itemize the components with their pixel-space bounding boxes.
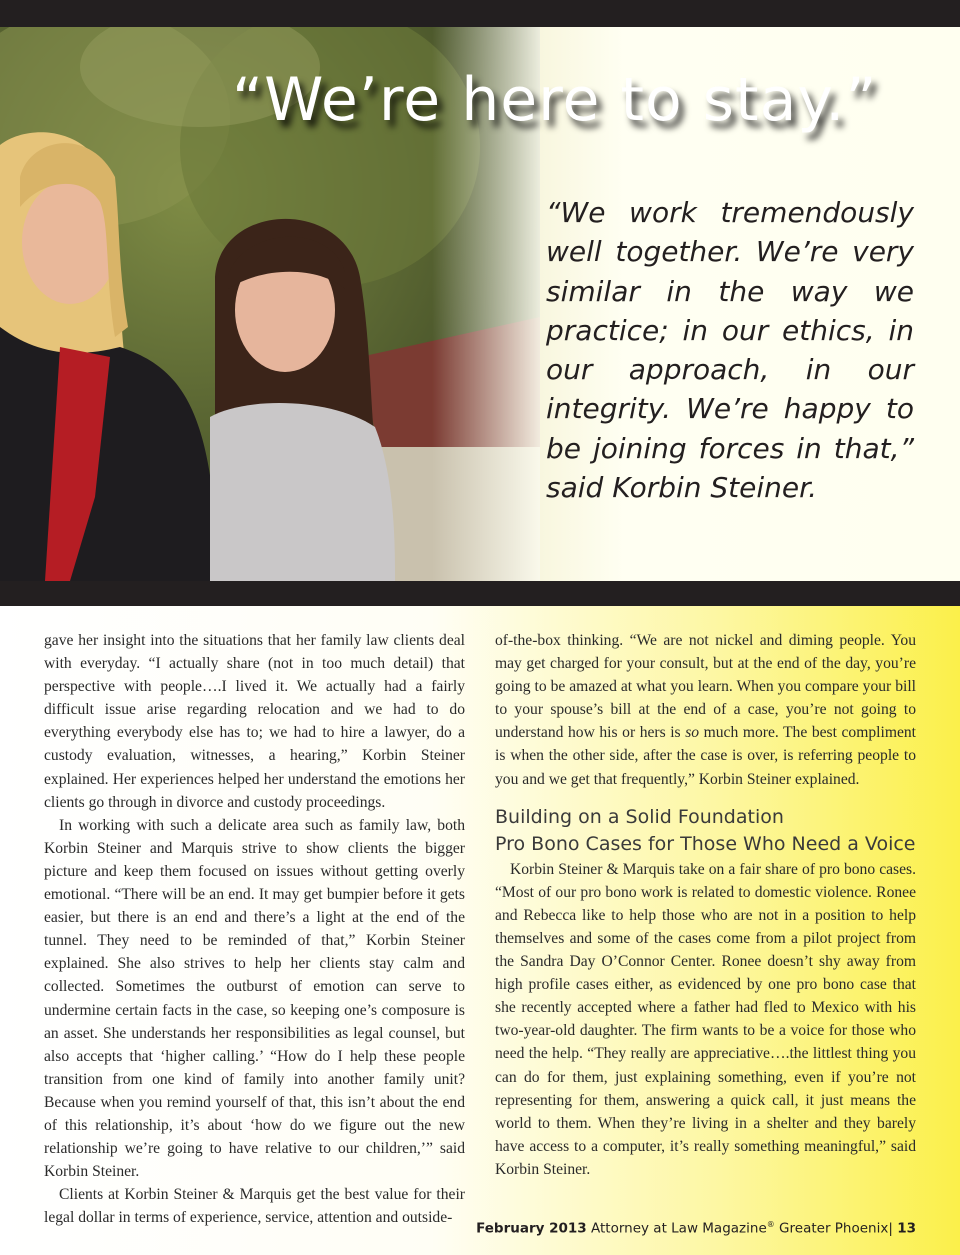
page-number: 13 [897, 1220, 916, 1237]
paragraph-text: much more. The best compliment is when the other side, after the case is over, is referring people to you and we get that frequently,” Korbin Steiner explained. [495, 724, 916, 788]
paragraph-text: of-the-box thinking. “We are not nickel and diming people. You may get charged for your consult, but at the end of the day, you’re going to be amazed at what you learn. When you compare your bill to your spouse’s bill at the end of a case, you’re not going to understand how his or hers is [495, 632, 916, 742]
issue-date: February 2013 [476, 1220, 587, 1237]
page-footer [0, 1220, 916, 1237]
section-heading: Pro Bono Cases for Those Who Need a Voice [495, 832, 916, 855]
paragraph: Korbin Steiner & Marquis take on a fair share of pro bono cases. “Most of our pro bono work is related to domestic violence. Ronee and Rebecca like to help those who are not in a position to help themselves and some of the cases come from a pilot project from the Sandra Day O’Connor Center. Ronee doesn’t shy away from high profile cases either, as evidenced by one pro bono case that she recently accepted where a father had fled to Mexico with his two-year-old daughter. The firm wants to be a voice for those who need the help. “They really are appreciative….the littlest thing you can do for them, just explaining something, even if you’re not representing for them, answering a quick call, it just means the world to them. When they’re living in a shelter and they barely have access to a computer, it’s really something meaningful,” said Korbin Steiner. [495, 860, 916, 1178]
article-headline: “We’re here to stay.” [232, 65, 878, 135]
paragraph: Clients at Korbin Steiner & Marquis get the best value for their legal dollar in terms of experience, service, attention and outside- [44, 1186, 465, 1227]
footer-separator: | [888, 1220, 893, 1237]
article-column-left [44, 629, 465, 1229]
edition-name: Greater Phoenix [779, 1220, 889, 1237]
section-heading: Building on a Solid Foundation [495, 805, 784, 828]
middle-black-band [0, 581, 960, 606]
article-column-right [495, 629, 916, 1181]
top-black-band [0, 0, 960, 27]
pull-quote: “We work tremendously well together. We’re very similar in the way we practice; in our ethics, in our approach, in our integrity. We’re happy to be joining forces in that,” said Korbin Steiner. [546, 196, 914, 505]
registered-mark: ® [766, 1220, 775, 1229]
paragraph: In working with such a delicate area such as family law, both Korbin Steiner and Marquis strive to show clients the bigger picture and keep them focused on issues without getting overly emotional. “There will be an end. It may get bumpier before it gets easier, but there is an end and there’s a light at the end of the tunnel. They need to be reminded of that,” Korbin Steiner explained. She also strives to help her clients stay calm and collected. Sometimes the outburst of emotion can serve to undermine certain facts in the case, so keeping one’s composure is an asset. She understands her responsibilities as legal counsel, but also accepts that ‘higher calling.’ “How do I help these people transition from one kind of family into another family unit? Because when you remind yourself of that, this isn’t about the end of this relationship, it’s about ‘how do we figure out the new relationship we’re going to have relative to our children,’” said Korbin Steiner. [44, 816, 465, 1181]
magazine-name: Attorney at Law Magazine [591, 1220, 767, 1237]
paragraph [495, 629, 916, 791]
emphasis-text: so [685, 724, 700, 742]
hero-banner [0, 27, 960, 581]
paragraph: gave her insight into the situations that her family law clients deal with everyday. “I actually share (not in too much detail) that perspective with people….I lived it. We actually had a fairly difficult issue arise regarding relocation and we had to do everything everybody else has to; we had to hire a lawyer, do a custody evaluation, witnesses, a hearing,” Korbin Steiner explained. Her experiences helped her understand the emotions her clients go through in divorce and custody proceedings. [44, 632, 465, 811]
